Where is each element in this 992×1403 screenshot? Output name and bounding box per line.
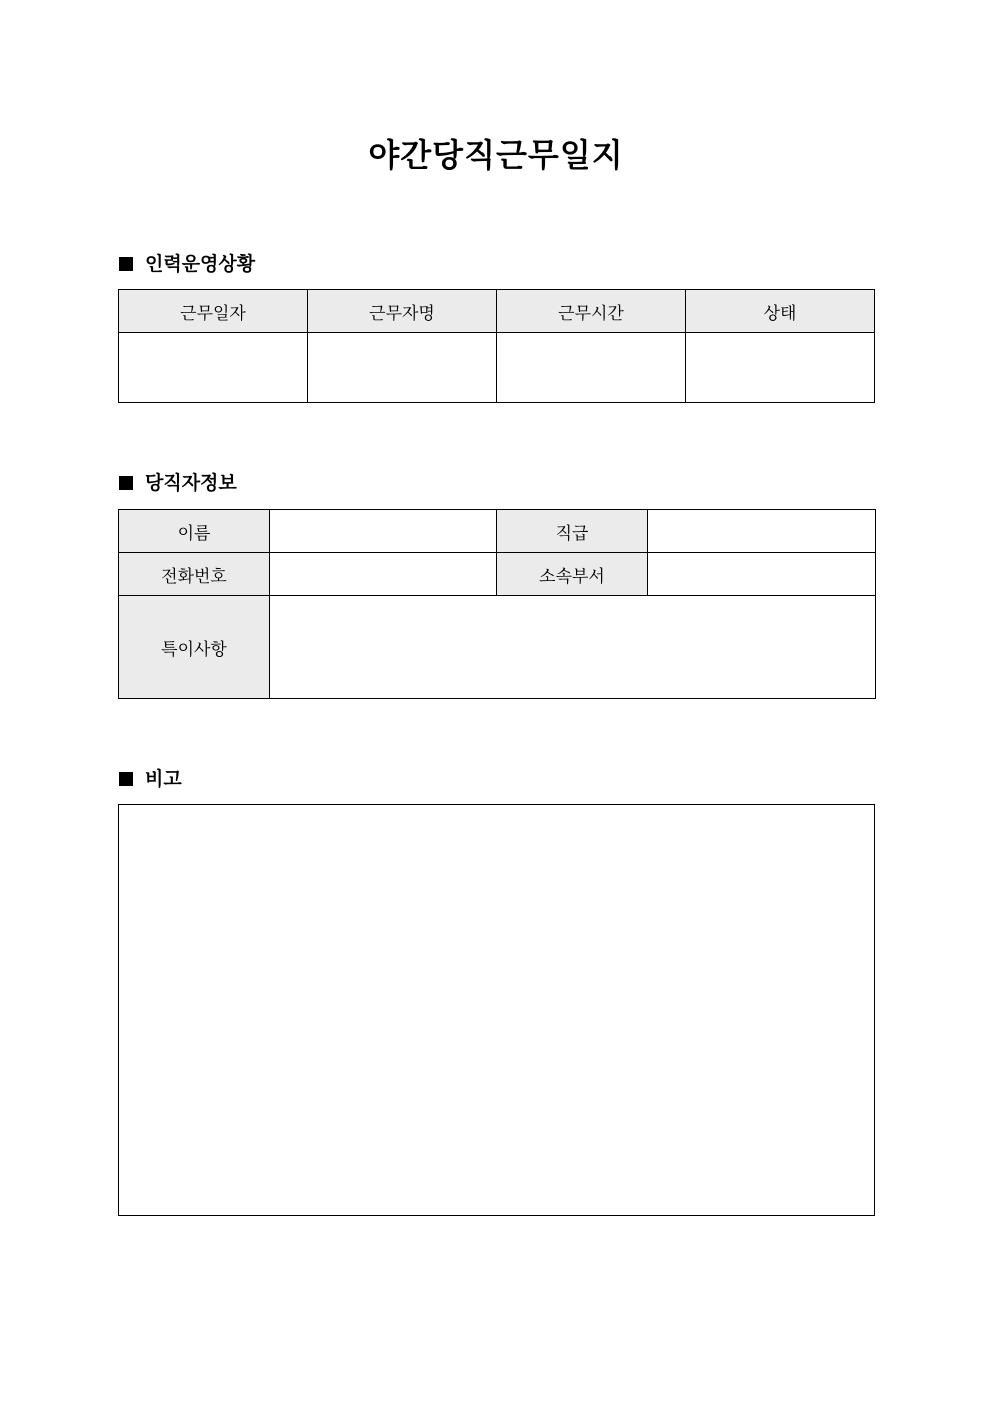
work-date-field[interactable] — [119, 333, 308, 403]
phone-field[interactable] — [270, 553, 497, 596]
notes-field[interactable] — [270, 596, 876, 699]
worker-name-field[interactable] — [308, 333, 497, 403]
page-title: 야간당직근무일지 — [368, 136, 624, 174]
column-header-worker-name: 근무자명 — [308, 290, 497, 333]
staffing-header-row — [119, 290, 875, 333]
section-heading-duty-officer — [119, 470, 237, 496]
square-bullet-icon — [119, 257, 133, 271]
status-field[interactable] — [686, 333, 875, 403]
section-heading-duty-officer-label: 당직자정보 — [145, 472, 237, 494]
rank-field[interactable] — [648, 510, 876, 553]
duty-officer-row-notes — [119, 596, 876, 699]
section-heading-staffing — [119, 251, 255, 277]
duty-officer-row-name — [119, 510, 876, 553]
department-field[interactable] — [648, 553, 876, 596]
section-heading-remarks-label: 비고 — [145, 768, 182, 790]
section-heading-staffing-label: 인력운영상황 — [145, 253, 256, 275]
column-header-work-date: 근무일자 — [119, 290, 308, 333]
duty-officer-table — [118, 509, 876, 699]
rank-label: 직급 — [497, 510, 648, 553]
name-field[interactable] — [270, 510, 497, 553]
staffing-data-row — [119, 333, 875, 403]
duty-officer-row-phone — [119, 553, 876, 596]
department-label: 소속부서 — [497, 553, 648, 596]
square-bullet-icon — [119, 476, 133, 490]
notes-label: 특이사항 — [119, 596, 270, 699]
name-label: 이름 — [119, 510, 270, 553]
column-header-status: 상태 — [686, 290, 875, 333]
work-hours-field[interactable] — [497, 333, 686, 403]
square-bullet-icon — [119, 772, 133, 786]
section-heading-remarks — [119, 766, 182, 792]
column-header-work-hours: 근무시간 — [497, 290, 686, 333]
remarks-field[interactable] — [118, 804, 875, 1216]
phone-label: 전화번호 — [119, 553, 270, 596]
staffing-table — [118, 289, 875, 403]
